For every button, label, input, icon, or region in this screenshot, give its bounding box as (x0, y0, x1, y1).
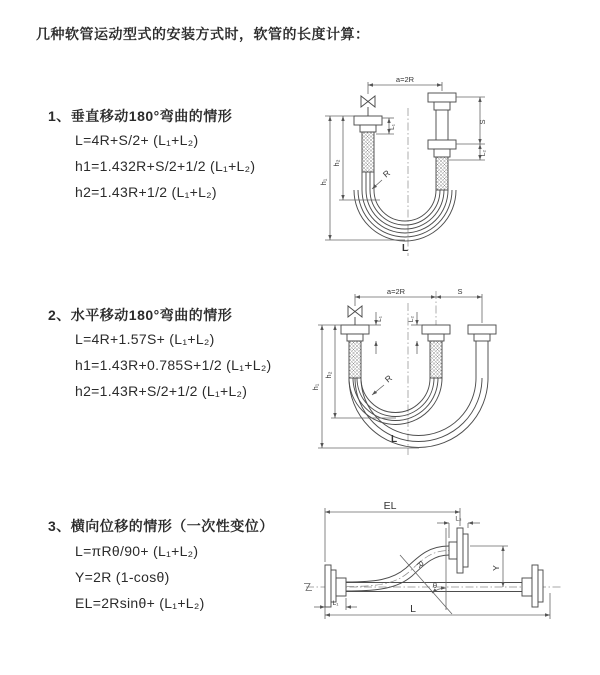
section-3-heading: 3、横向位移的情形（一次性变位） (48, 518, 274, 534)
section-1-formulas (75, 131, 255, 209)
dim-offset-label: S (478, 119, 487, 125)
dim-fit-right-label: L₂ (480, 149, 487, 157)
diagram-lateral-displacement (300, 498, 600, 653)
dim-radius-label: R (382, 372, 394, 385)
formula-line: EL=2Rsinθ+ (L₁+L₂) (75, 595, 205, 611)
dim-offset-label: S (457, 287, 463, 296)
dim-h2-label: h₂ (332, 159, 341, 167)
braid-section (362, 132, 374, 172)
section-3-formulas (75, 542, 205, 620)
formula-line: h1=1.43R+0.785S+1/2 (L₁+L₂) (75, 357, 272, 373)
dimensions (311, 287, 482, 448)
formula-line: L=4R+S/2+ (L₁+L₂) (75, 132, 199, 148)
formula-line: h2=1.43R+1/2 (L₁+L₂) (75, 184, 217, 200)
section-2-formulas (75, 330, 272, 408)
dim-fit-left-label: L₁ (332, 600, 339, 607)
dim-fit-left-label: L₁ (389, 124, 396, 130)
formula-line: L=4R+1.57S+ (L₁+L₂) (75, 331, 215, 347)
braid-section (349, 341, 361, 378)
dimensions (319, 75, 487, 254)
formula-line: Y=2R (1-cosθ) (75, 569, 170, 585)
dim-span-label: a=2R (395, 75, 415, 84)
formula-line: h2=1.43R+S/2+1/2 (L₁+L₂) (75, 383, 248, 399)
section-2-heading: 2、水平移动180°弯曲的情形 (48, 307, 233, 323)
hose-assembly (354, 93, 456, 256)
valve-icon (348, 306, 362, 317)
dim-h1-label: h₁ (319, 178, 328, 186)
dim-radius-label: R (414, 558, 427, 570)
dim-el-label: EL (383, 500, 397, 512)
dim-theta-label: θ (432, 581, 438, 590)
formula-line: L=πRθ/90+ (L₁+L₂) (75, 543, 199, 559)
braid-section (436, 157, 448, 190)
formula-line: h1=1.432R+S/2+1/2 (L₁+L₂) (75, 158, 256, 174)
dim-fit-right-label: L₂ (408, 315, 415, 323)
braid-section (430, 341, 442, 378)
dim-length-label: L (410, 603, 416, 615)
dim-length-label: L (390, 434, 398, 445)
diagram-horizontal-move-180 (308, 283, 600, 460)
dim-h2-label: h₂ (324, 371, 333, 379)
diagram-vertical-move-180 (308, 70, 600, 265)
dim-h1-label: h₁ (311, 383, 320, 391)
dim-fit-right-label: L₂ (455, 515, 462, 523)
dim-y-label: Y (491, 565, 501, 571)
dim-radius-label: R (380, 167, 392, 180)
dim-fit-left-label: L₁ (376, 316, 383, 322)
section-1-heading: 1、垂直移动180°弯曲的情形 (48, 108, 233, 124)
dim-length-label: L (401, 243, 409, 254)
hose-assembly (304, 528, 562, 614)
page-title: 几种软管运动型式的安装方式时，软管的长度计算： (36, 26, 370, 42)
valve-icon (361, 96, 375, 107)
dim-span-label: a=2R (386, 287, 406, 296)
hose-assembly (341, 291, 496, 455)
